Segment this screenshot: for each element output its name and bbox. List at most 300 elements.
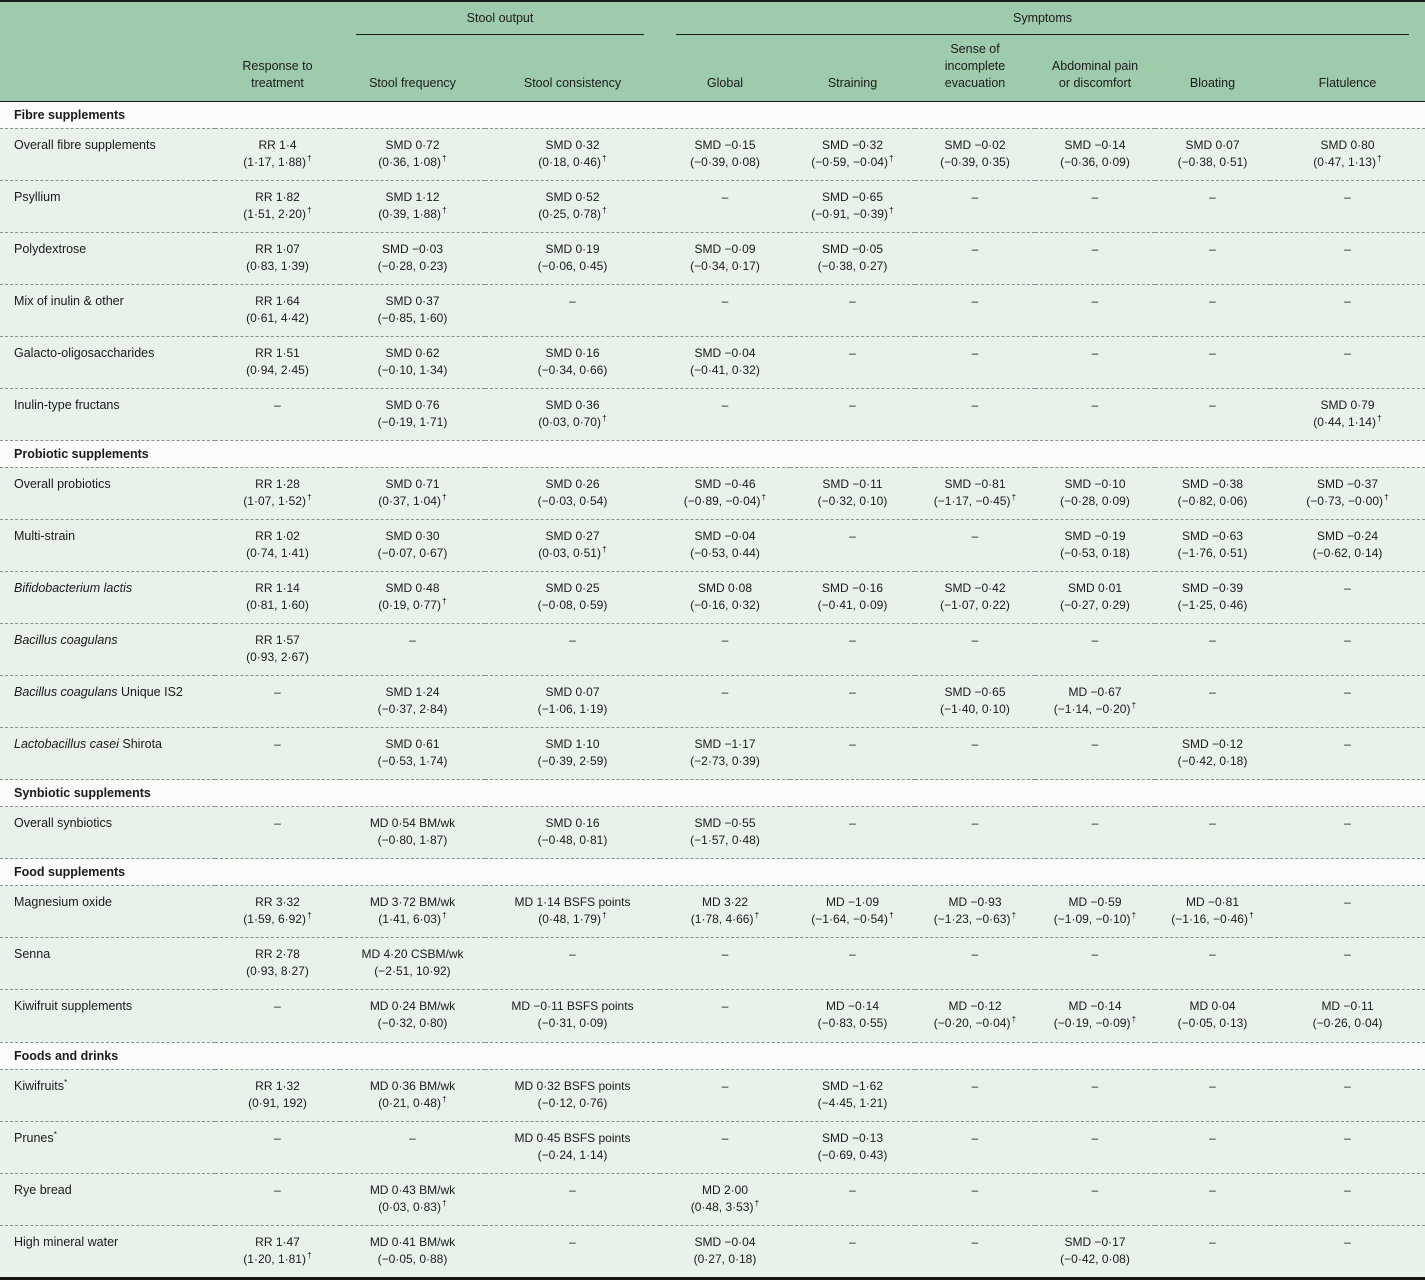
empty-cell (1270, 1225, 1425, 1278)
estimate-cell (1270, 519, 1425, 571)
confidence-interval: (−1·07, 0·22) (940, 598, 1010, 613)
no-data-dash: – (1091, 345, 1099, 360)
empty-cell (1155, 807, 1270, 859)
estimate-cell (1035, 519, 1155, 571)
estimate-cell (340, 128, 485, 180)
effect-estimate: SMD −0·65 (944, 685, 1006, 700)
effect-estimate: SMD −0·12 (1181, 737, 1244, 752)
row-label-text: Psyllium (14, 189, 61, 204)
estimate-cell (790, 1121, 915, 1173)
empty-cell (1270, 1069, 1425, 1121)
no-data-dash: – (971, 633, 979, 648)
row-label-text: Prunes (14, 1130, 54, 1145)
empty-cell (1270, 1121, 1425, 1173)
estimate-cell (660, 519, 790, 571)
estimate-cell (790, 128, 915, 180)
no-data-dash: – (849, 816, 856, 831)
estimate-cell (485, 676, 660, 728)
estimate-cell (915, 467, 1035, 519)
empty-cell (660, 990, 790, 1042)
confidence-interval: (1·59, 6·92)† (243, 910, 312, 927)
effect-estimate: SMD 0·16 (545, 816, 600, 831)
estimate-cell (340, 728, 485, 780)
effect-estimate: SMD 0·27 (545, 528, 600, 543)
effect-estimate: MD −0·11 BSFS points (511, 999, 634, 1014)
row-label-text: Kiwifruit supplements (14, 999, 133, 1014)
effect-estimate: SMD 0·71 (385, 476, 440, 491)
effect-estimate: MD 0·04 (1189, 999, 1236, 1014)
confidence-interval: (−0·26, 0·04) (1312, 1016, 1383, 1031)
effect-estimate: SMD 0·48 (385, 581, 440, 595)
effect-estimate: SMD 0·76 (385, 397, 440, 412)
effect-estimate: SMD −0·24 (1316, 528, 1379, 543)
significance-dagger: † (441, 152, 447, 163)
effect-estimate: SMD 0·79 (1320, 397, 1375, 412)
estimate-cell (1155, 990, 1270, 1042)
section-header-row (0, 440, 1425, 467)
no-data-dash: – (971, 528, 979, 543)
effect-estimate: MD 4·20 CSBM/wk (361, 947, 464, 962)
estimate-cell (790, 232, 915, 284)
effect-estimate: SMD 0·36 (545, 397, 600, 412)
confidence-interval: (0·39, 1·88)† (378, 204, 447, 221)
effect-estimate: MD −0·59 (1068, 895, 1122, 910)
effect-estimate: SMD −0·11 (822, 476, 883, 491)
no-data-dash: – (971, 1234, 979, 1249)
confidence-interval: (0·47, 1·13)† (1313, 152, 1382, 169)
confidence-interval: (−2·73, 0·39) (690, 754, 760, 769)
row-label-text: Rye bread (14, 1182, 72, 1197)
confidence-interval: (0·61, 4·42) (246, 310, 309, 325)
empty-cell (1155, 1225, 1270, 1278)
effect-estimate: SMD −0·02 (944, 137, 1006, 152)
empty-cell (915, 1225, 1035, 1278)
effect-estimate: SMD −0·81 (944, 476, 1006, 491)
table-row (0, 180, 1425, 232)
confidence-interval: (−0·62, 0·14) (1312, 545, 1383, 560)
effect-estimate: RR 1·28 (255, 476, 300, 491)
effect-estimate: SMD −0·15 (694, 137, 756, 152)
significance-dagger: † (601, 543, 607, 554)
effect-estimate: RR 1·14 (255, 581, 300, 595)
empty-cell (790, 336, 915, 388)
empty-cell (1155, 336, 1270, 388)
estimate-cell (1155, 886, 1270, 938)
confidence-interval: (−4·45, 1·21) (817, 1095, 888, 1110)
estimate-cell (340, 572, 485, 624)
confidence-interval: (−1·06, 1·19) (537, 702, 608, 717)
confidence-interval: (−0·39, 0·35) (940, 154, 1010, 169)
effect-estimate: RR 1·4 (258, 137, 297, 152)
estimate-cell (340, 232, 485, 284)
confidence-interval: (−0·05, 0·13) (1177, 1016, 1248, 1031)
no-data-dash: – (1344, 581, 1351, 595)
no-data-dash: – (721, 397, 729, 412)
effect-estimate: MD −0·14 (1068, 999, 1122, 1014)
empty-cell (1155, 938, 1270, 990)
table-body (0, 101, 1425, 1278)
confidence-interval: (−0·28, 0·23) (377, 258, 448, 273)
confidence-interval: (−0·34, 0·66) (537, 362, 608, 377)
no-data-dash: – (1344, 1182, 1351, 1197)
effect-estimate: SMD −0·42 (944, 581, 1006, 595)
no-data-dash: – (1344, 947, 1351, 962)
significance-dagger: † (601, 152, 607, 163)
effect-estimate: SMD −0·55 (694, 816, 756, 831)
effect-estimate: SMD 0·30 (385, 528, 440, 543)
estimate-cell (790, 467, 915, 519)
effect-estimate: SMD −0·19 (1064, 528, 1126, 543)
section-header-row (0, 101, 1425, 128)
no-data-dash: – (971, 345, 979, 360)
row-label (0, 1225, 215, 1278)
empty-cell (1035, 728, 1155, 780)
significance-dagger: † (441, 491, 447, 502)
significance-dagger: † (1131, 700, 1137, 711)
empty-cell (790, 388, 915, 440)
estimate-cell (485, 990, 660, 1042)
estimate-cell (790, 990, 915, 1042)
significance-dagger: † (1131, 910, 1137, 921)
effect-estimate: SMD 0·07 (1185, 137, 1240, 152)
table-row (0, 938, 1425, 990)
empty-cell (1035, 1069, 1155, 1121)
estimate-cell (1035, 990, 1155, 1042)
estimate-cell (1155, 519, 1270, 571)
row-label (0, 624, 215, 676)
confidence-interval: (−1·57, 0·48) (690, 833, 760, 848)
estimate-cell (215, 1069, 340, 1121)
empty-cell (1155, 388, 1270, 440)
significance-dagger: † (1011, 910, 1017, 921)
no-data-dash: – (721, 293, 729, 308)
confidence-interval: (0·44, 1·14)† (1313, 412, 1382, 429)
significance-dagger: † (306, 910, 312, 921)
confidence-interval: (0·36, 1·08)† (378, 152, 447, 169)
estimate-cell (485, 232, 660, 284)
no-data-dash: – (1091, 1182, 1099, 1197)
effect-estimate: SMD −0·04 (694, 1234, 756, 1249)
significance-dagger: † (1131, 1014, 1137, 1025)
row-label (0, 388, 215, 440)
significance-dagger: † (601, 412, 607, 423)
effect-estimate: MD −0·12 (948, 999, 1002, 1014)
estimate-cell (215, 624, 340, 676)
significance-dagger: † (306, 1249, 312, 1260)
estimate-cell (215, 1225, 340, 1278)
table-row (0, 1069, 1425, 1121)
confidence-interval: (0·81, 1·60) (246, 598, 309, 613)
empty-cell (660, 676, 790, 728)
row-label (0, 519, 215, 571)
column-header-straining: Straining (790, 35, 915, 101)
no-data-dash: – (1091, 947, 1099, 962)
empty-cell (915, 1121, 1035, 1173)
table-row (0, 728, 1425, 780)
confidence-interval: (1·51, 2·20)† (243, 204, 312, 221)
estimate-cell (485, 572, 660, 624)
table-row (0, 1225, 1425, 1278)
effect-estimate: SMD 0·62 (385, 345, 440, 360)
confidence-interval: (−1·17, −0·45)† (933, 491, 1017, 508)
no-data-dash: – (1209, 1078, 1216, 1093)
no-data-dash: – (849, 1234, 856, 1249)
effect-estimate: SMD −0·63 (1181, 528, 1244, 543)
empty-cell (790, 1173, 915, 1225)
row-label-text: Mix of inulin & other (14, 293, 124, 308)
no-data-dash: – (274, 397, 281, 412)
effect-estimate: SMD 0·61 (385, 737, 440, 752)
confidence-interval: (−0·42, 0·08) (1060, 1251, 1130, 1266)
empty-cell (1270, 180, 1425, 232)
no-data-dash: – (721, 947, 729, 962)
confidence-interval: (−0·28, 0·09) (1060, 493, 1130, 508)
empty-cell (1270, 624, 1425, 676)
empty-cell (915, 1173, 1035, 1225)
empty-cell (915, 232, 1035, 284)
effect-estimate: SMD 0·25 (545, 581, 600, 595)
row-label (0, 336, 215, 388)
row-label-text: Inulin-type fructans (14, 397, 120, 412)
empty-cell (1270, 336, 1425, 388)
effect-estimate: SMD −0·32 (821, 137, 884, 152)
no-data-dash: – (1344, 816, 1351, 831)
effect-estimate: MD 0·54 BM/wk (369, 816, 456, 831)
confidence-interval: (−1·14, −0·20)† (1053, 700, 1137, 717)
table-row (0, 807, 1425, 859)
significance-dagger: † (441, 596, 447, 607)
confidence-interval: (−0·41, 0·32) (690, 362, 760, 377)
row-label-text: Kiwifruits (14, 1078, 65, 1093)
estimate-cell (340, 467, 485, 519)
empty-cell (485, 938, 660, 990)
estimate-cell (1035, 467, 1155, 519)
table-row (0, 676, 1425, 728)
confidence-interval: (−0·53, 0·18) (1060, 545, 1130, 560)
estimate-cell (915, 572, 1035, 624)
confidence-interval: (−0·37, 2·84) (377, 702, 448, 717)
estimate-cell (660, 728, 790, 780)
row-label-text: Overall probiotics (14, 476, 111, 491)
table-row (0, 519, 1425, 571)
confidence-interval: (−0·34, 0·17) (690, 258, 760, 273)
table-header (0, 1, 1425, 101)
estimate-cell (1155, 128, 1270, 180)
no-data-dash: – (1344, 895, 1351, 910)
effect-estimate: MD 0·41 BM/wk (369, 1234, 456, 1249)
footnote-star: * (53, 1128, 57, 1139)
estimate-cell (660, 232, 790, 284)
empty-cell (915, 938, 1035, 990)
empty-cell (1155, 676, 1270, 728)
effect-estimate: SMD −0·04 (694, 528, 756, 543)
significance-dagger: † (441, 910, 447, 921)
confidence-interval: (−0·41, 0·09) (817, 598, 888, 613)
confidence-interval: (−0·03, 0·54) (537, 493, 608, 508)
empty-cell (790, 284, 915, 336)
significance-dagger: † (306, 152, 312, 163)
row-label (0, 180, 215, 232)
empty-cell (1035, 180, 1155, 232)
effect-estimate: SMD 0·07 (545, 685, 600, 700)
significance-dagger: † (761, 491, 767, 502)
estimate-cell (485, 1121, 660, 1173)
confidence-interval: (0·18, 0·46)† (538, 152, 607, 169)
confidence-interval: (−0·19, 1·71) (377, 414, 448, 429)
no-data-dash: – (1209, 397, 1216, 412)
table-row (0, 128, 1425, 180)
estimate-cell (660, 1173, 790, 1225)
confidence-interval: (−0·07, 0·67) (377, 545, 448, 560)
empty-cell (1035, 624, 1155, 676)
significance-dagger: † (1011, 1014, 1017, 1025)
confidence-interval: (1·41, 6·03)† (378, 910, 447, 927)
confidence-interval: (−1·25, 0·46) (1177, 598, 1248, 613)
row-label-text: Multi-strain (14, 528, 76, 543)
no-data-dash: – (569, 947, 576, 962)
column-header-row (0, 35, 1425, 101)
empty-cell (485, 1225, 660, 1278)
column-header-empty (0, 35, 215, 101)
effect-estimate: SMD 0·19 (545, 241, 600, 256)
section-title: Probiotic supplements (0, 440, 1425, 467)
confidence-interval: (−0·48, 0·81) (537, 833, 608, 848)
no-data-dash: – (1344, 293, 1351, 308)
row-label (0, 572, 215, 624)
estimate-cell (485, 128, 660, 180)
confidence-interval: (−0·12, 0·76) (537, 1095, 608, 1110)
empty-cell (660, 624, 790, 676)
no-data-dash: – (1209, 293, 1216, 308)
effect-estimate: RR 1·07 (255, 241, 300, 256)
estimate-cell (340, 336, 485, 388)
estimate-cell (1035, 676, 1155, 728)
confidence-interval: (−1·16, −0·46)† (1171, 910, 1254, 927)
no-data-dash: – (849, 737, 856, 752)
confidence-interval: (−0·89, −0·04)† (683, 491, 767, 508)
confidence-interval: (−0·39, 2·59) (537, 754, 608, 769)
no-data-dash: – (1091, 1078, 1099, 1093)
column-header-response-to-treatment: Response to treatment (215, 35, 340, 101)
empty-cell (340, 624, 485, 676)
empty-cell (1270, 676, 1425, 728)
no-data-dash: – (1209, 189, 1216, 204)
effect-estimate: SMD −0·04 (694, 345, 756, 360)
empty-cell (660, 938, 790, 990)
estimate-cell (485, 336, 660, 388)
confidence-interval: (−0·42, 0·18) (1177, 754, 1248, 769)
effect-estimate: SMD −0·37 (1316, 476, 1379, 491)
no-data-dash: – (1209, 1130, 1216, 1145)
effect-estimate: MD −0·11 (1321, 999, 1374, 1014)
no-data-dash: – (1091, 816, 1099, 831)
confidence-interval: (1·07, 1·52)† (243, 491, 312, 508)
empty-cell (1270, 284, 1425, 336)
confidence-interval: (−0·16, 0·32) (690, 598, 760, 613)
confidence-interval: (−0·53, 0·44) (690, 545, 760, 560)
no-data-dash: – (1344, 633, 1351, 648)
table-row (0, 1173, 1425, 1225)
no-data-dash: – (274, 1130, 281, 1145)
row-label-text: Bifidobacterium lactis (14, 581, 133, 595)
row-label-text: Magnesium oxide (14, 895, 112, 910)
estimate-cell (215, 180, 340, 232)
estimate-cell (485, 728, 660, 780)
significance-dagger: † (601, 910, 607, 921)
table-row (0, 624, 1425, 676)
empty-cell (1035, 336, 1155, 388)
confidence-interval: (−1·40, 0·10) (940, 702, 1010, 717)
empty-cell (660, 1121, 790, 1173)
estimate-cell (215, 128, 340, 180)
confidence-interval: (−0·19, −0·09)† (1053, 1014, 1137, 1031)
effect-estimate: RR 1·64 (255, 293, 300, 308)
estimate-cell (340, 388, 485, 440)
effect-estimate: SMD −1·62 (821, 1078, 884, 1093)
no-data-dash: – (971, 816, 979, 831)
no-data-dash: – (1209, 633, 1216, 648)
estimate-cell (485, 886, 660, 938)
empty-cell (915, 1069, 1035, 1121)
confidence-interval: (−0·80, 1·87) (377, 833, 448, 848)
column-header-stool-consistency: Stool consistency (485, 35, 660, 101)
no-data-dash: – (1091, 397, 1099, 412)
no-data-dash: – (1344, 345, 1351, 360)
confidence-interval: (−0·83, 0·55) (817, 1016, 888, 1031)
significance-dagger: † (441, 204, 447, 215)
column-header-incomplete-evacuation: Sense of incomplete evacuation (915, 35, 1035, 101)
no-data-dash: – (971, 397, 979, 412)
effect-estimate: RR 1·82 (255, 189, 300, 204)
table-row (0, 467, 1425, 519)
confidence-interval: (1·20, 1·81)† (243, 1249, 312, 1266)
empty-cell (485, 1173, 660, 1225)
empty-cell (790, 676, 915, 728)
estimate-cell (1270, 128, 1425, 180)
empty-cell (1035, 938, 1155, 990)
empty-cell (915, 728, 1035, 780)
effect-estimate: RR 2·78 (255, 947, 300, 962)
effect-estimate: SMD −0·13 (821, 1130, 884, 1145)
effect-estimate: RR 1·47 (255, 1234, 300, 1249)
no-data-dash: – (274, 999, 281, 1014)
section-header-row (0, 780, 1425, 807)
no-data-dash: – (274, 685, 281, 700)
no-data-dash: – (1209, 816, 1216, 831)
empty-cell (915, 180, 1035, 232)
empty-cell (215, 1173, 340, 1225)
estimate-cell (790, 1069, 915, 1121)
empty-cell (1155, 624, 1270, 676)
confidence-interval: (−0·73, −0·00)† (1306, 491, 1389, 508)
no-data-dash: – (971, 1078, 979, 1093)
row-label (0, 1121, 215, 1173)
estimate-cell (340, 886, 485, 938)
no-data-dash: – (849, 1182, 856, 1197)
estimate-cell (1155, 728, 1270, 780)
group-header-stool-output (340, 1, 660, 35)
confidence-interval: (0·25, 0·78)† (538, 204, 607, 221)
effect-estimate: MD 0·24 BM/wk (369, 999, 456, 1014)
row-label (0, 1173, 215, 1225)
no-data-dash: – (971, 241, 979, 256)
effect-estimate: SMD 1·10 (545, 737, 600, 752)
confidence-interval: (−0·08, 0·59) (537, 598, 608, 613)
table-row (0, 886, 1425, 938)
estimate-cell (1155, 572, 1270, 624)
effect-estimate: SMD 0·26 (545, 476, 600, 491)
empty-cell (660, 284, 790, 336)
